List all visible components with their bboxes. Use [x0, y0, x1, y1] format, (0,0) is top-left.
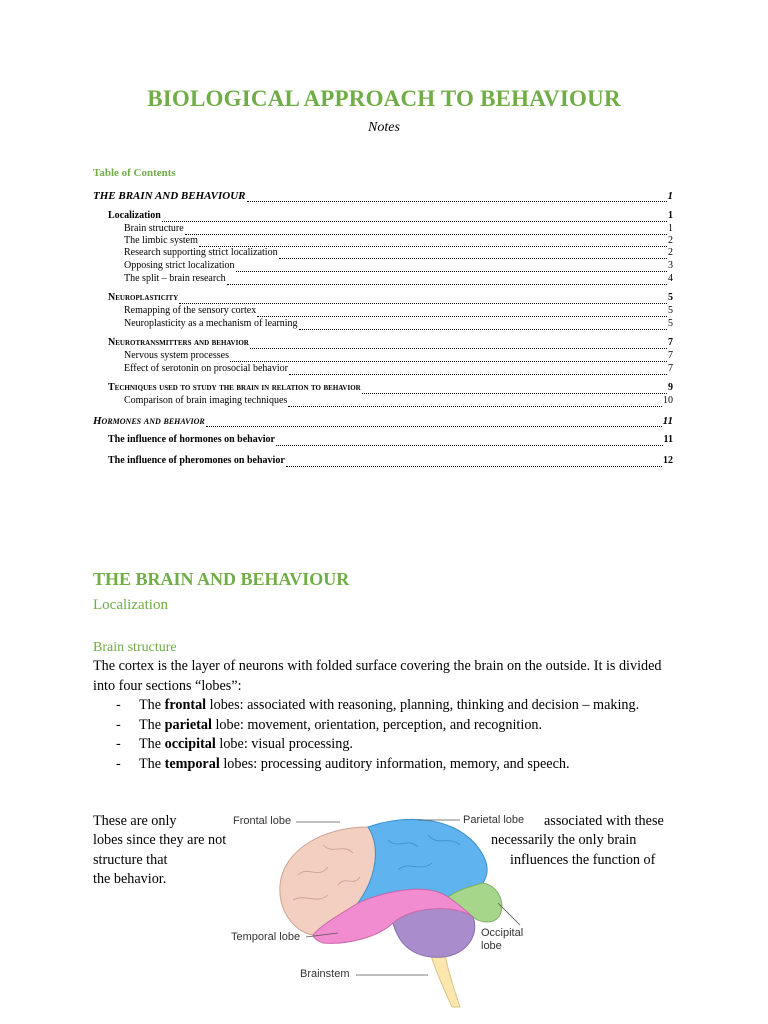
subsubsection-heading: Brain structure	[93, 640, 177, 655]
list-item: - The temporal lobes: processing auditory information, memory, and speech.	[116, 755, 570, 772]
toc-entry[interactable]: Localization 1	[108, 210, 673, 221]
frontal-lobe-label: Frontal lobe	[233, 815, 292, 827]
wrap-text: These are only	[93, 813, 177, 829]
document-title: BIOLOGICAL APPROACH TO BEHAVIOUR	[147, 86, 621, 111]
toc-entry[interactable]: The split – brain research 4	[124, 273, 673, 284]
toc-entry[interactable]: Nervous system processes 7	[124, 350, 673, 361]
toc-entry[interactable]: THE BRAIN AND BEHAVIOUR 1	[93, 190, 673, 202]
temporal-lobe-label: Temporal lobe	[231, 931, 301, 943]
occipital-lobe-label: Occipital lobe	[481, 927, 524, 952]
toc-entry[interactable]: Effect of serotonin on prosocial behavior 7	[124, 363, 673, 374]
toc-entry[interactable]: Neuroplasticity as a mechanism of learning 5	[124, 318, 673, 329]
toc-entry[interactable]: Hormones and behavior 11	[93, 415, 673, 427]
toc-entry[interactable]: Remapping of the sensory cortex 5	[124, 305, 673, 316]
wrap-text: lobes since they are not	[93, 832, 227, 848]
list-item: - The parietal lobe: movement, orientation, perception, and recognition.	[116, 716, 543, 733]
toc-entry[interactable]: Research supporting strict localization 2	[124, 247, 673, 258]
toc-entry[interactable]: Neuroplasticity 5	[108, 292, 673, 303]
list-item: - The frontal lobes: associated with reasoning, planning, thinking and decision – making.	[116, 697, 640, 713]
parietal-lobe-label: Parietal lobe	[463, 814, 525, 826]
brain-diagram	[228, 805, 538, 1015]
toc-entry[interactable]: Comparison of brain imaging techniques 10	[124, 395, 673, 406]
wrap-text: influences the function of	[510, 852, 656, 868]
wrap-text: necessarily the only brain	[491, 832, 637, 848]
toc-entry[interactable]: Opposing strict localization 3	[124, 260, 673, 271]
subsection-heading: Localization	[93, 597, 168, 613]
wrap-text: associated with these	[544, 813, 664, 829]
toc-entry[interactable]: Techniques used to study the brain in relation to behavior 9	[108, 382, 673, 393]
toc-entry[interactable]: Neurotransmitters and behavior 7	[108, 337, 673, 348]
brain-lobes-figure	[228, 805, 538, 1015]
brainstem-label: Brainstem	[300, 968, 350, 980]
lobe-list	[93, 696, 675, 774]
toc-entry[interactable]: The influence of pheromones on behavior 12	[108, 455, 673, 466]
document-subtitle: Notes	[368, 120, 400, 135]
toc-entry[interactable]: The limbic system 2	[124, 235, 673, 246]
wrap-text: the behavior.	[93, 871, 167, 887]
intro-paragraph: The cortex is the layer of neurons with folded surface covering the brain on the outside. It is divided into four sections “lobes”:	[93, 658, 662, 694]
toc-heading: Table of Contents	[93, 167, 176, 179]
section-heading: THE BRAIN AND BEHAVIOUR	[93, 569, 350, 589]
toc-entry[interactable]: Brain structure 1	[124, 223, 673, 234]
toc-entry[interactable]: The influence of hormones on behavior 11	[108, 434, 673, 445]
wrap-text: structure that	[93, 852, 168, 868]
list-item: - The occipital lobe: visual processing.	[116, 736, 353, 752]
